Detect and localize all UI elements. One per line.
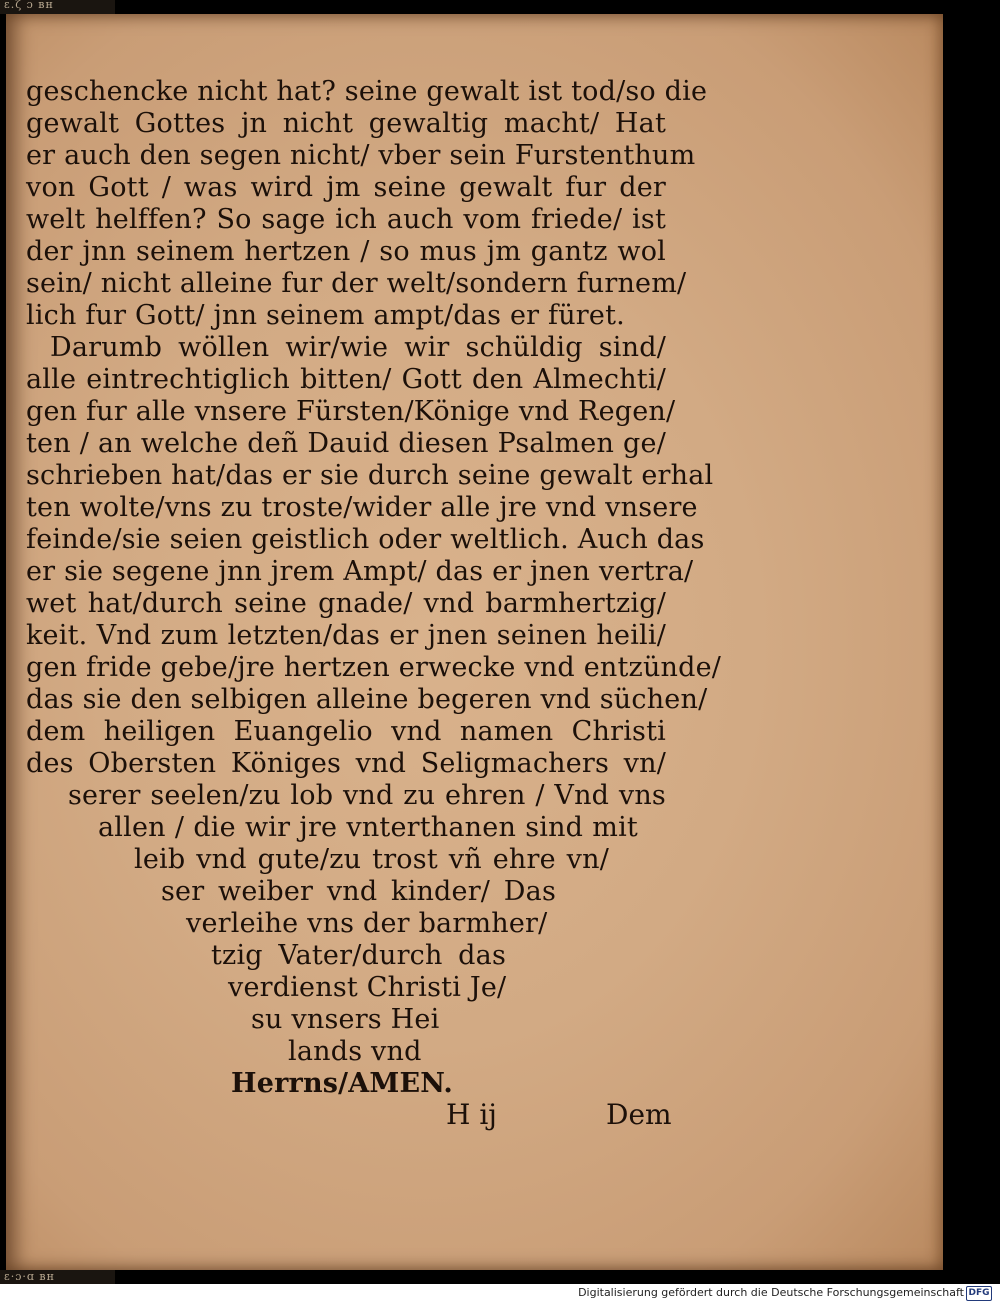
text-line-3: er auch den segen nicht/ vber sein Furstenthum (26, 140, 696, 171)
text-line-24: allen / die wir jre vnterthanen sind mit (98, 812, 638, 843)
text-line-23: serer seelen/zu lob vnd zu ehren / Vnd vns (68, 780, 666, 811)
text-line-20: das sie den selbigen alleine begeren vnd süchen/ (26, 684, 708, 715)
text-line-10: alle eintrechtiglich bitten/ Gott den Almechti/ (26, 364, 666, 395)
catchword: Dem (606, 1098, 672, 1131)
document-page (6, 14, 943, 1270)
funding-credit: Digitalisierung gefördert durch die Deutsche Forschungsgemeinschaft (578, 1286, 964, 1299)
text-line-21: dem heiligen Euangelio vnd namen Christi (26, 716, 666, 747)
text-line-30: su vnsers Hei (251, 1004, 440, 1035)
text-line-29: verdienst Christi Je/ (228, 972, 507, 1003)
text-line-5: welt helffen? So sage ich auch vom friede/ ist (26, 204, 666, 235)
text-line-25: leib vnd gute/zu trost vñ ehre vn/ (134, 844, 609, 875)
text-line-13: schrieben hat/das er sie durch seine gewalt erhal (26, 460, 714, 491)
text-line-16: er sie segene jnn jrem Ampt/ das er jnen vertra/ (26, 556, 694, 587)
text-line-22: des Obersten Königes vnd Seligmachers vn/ (26, 748, 666, 779)
text-line-31: lands vnd (288, 1036, 422, 1067)
text-line-11: gen fur alle vnsere Fürsten/Könige vnd Regen/ (26, 396, 676, 427)
text-line-2: gewalt Gottes jn nicht gewaltig macht/ Hat (26, 108, 666, 139)
text-line-4: von Gott / was wird jm seine gewalt fur der (26, 172, 666, 203)
text-line-28: tzig Vater/durch das (211, 940, 506, 971)
text-line-14: ten wolte/vns zu troste/wider alle jre vnd vnsere (26, 492, 698, 523)
page-edge-bottom (0, 1270, 115, 1284)
text-line-8: lich fur Gott/ jnn seinem ampt/das er füret. (26, 300, 625, 331)
page-edge-top (0, 0, 115, 14)
text-line-12: ten / an welche deñ Dauid diesen Psalmen ge/ (26, 428, 666, 459)
text-line-18: keit. Vnd zum letzten/das er jnen seinen heili/ (26, 620, 666, 651)
text-line-6: der jnn seinem hertzen / so mus jm gantz wol (26, 236, 666, 267)
edge-mark-bottom: ɛ·ɔ·ɑ ʙʜ (4, 1270, 55, 1283)
text-line-32: Herrns/AMEN. (231, 1068, 453, 1099)
text-line-7: sein/ nicht alleine fur der welt/sondern furnem/ (26, 268, 687, 299)
edge-mark-top: ε.ζ ɔ ʙʜ (4, 0, 54, 11)
text-line-17: wet hat/durch seine gnade/ vnd barmhertzig/ (26, 588, 666, 619)
footer-bar (0, 1284, 1000, 1303)
text-line-19: gen fride gebe/jre hertzen erwecke vnd entzünde/ (26, 652, 722, 683)
text-line-15: feinde/sie seien geistlich oder weltlich. Auch das (26, 524, 705, 555)
text-line-27: verleihe vns der barmher/ (186, 908, 548, 939)
dfg-logo-icon: DFG (966, 1286, 992, 1301)
text-line-26: ser weiber vnd kinder/ Das (161, 876, 556, 907)
text-line-9: Darumb wöllen wir/wie wir schüldig sind/ (50, 332, 666, 363)
text-line-1: geschencke nicht hat? seine gewalt ist tod/so die (26, 76, 708, 107)
signature-mark: H ij (446, 1098, 497, 1131)
